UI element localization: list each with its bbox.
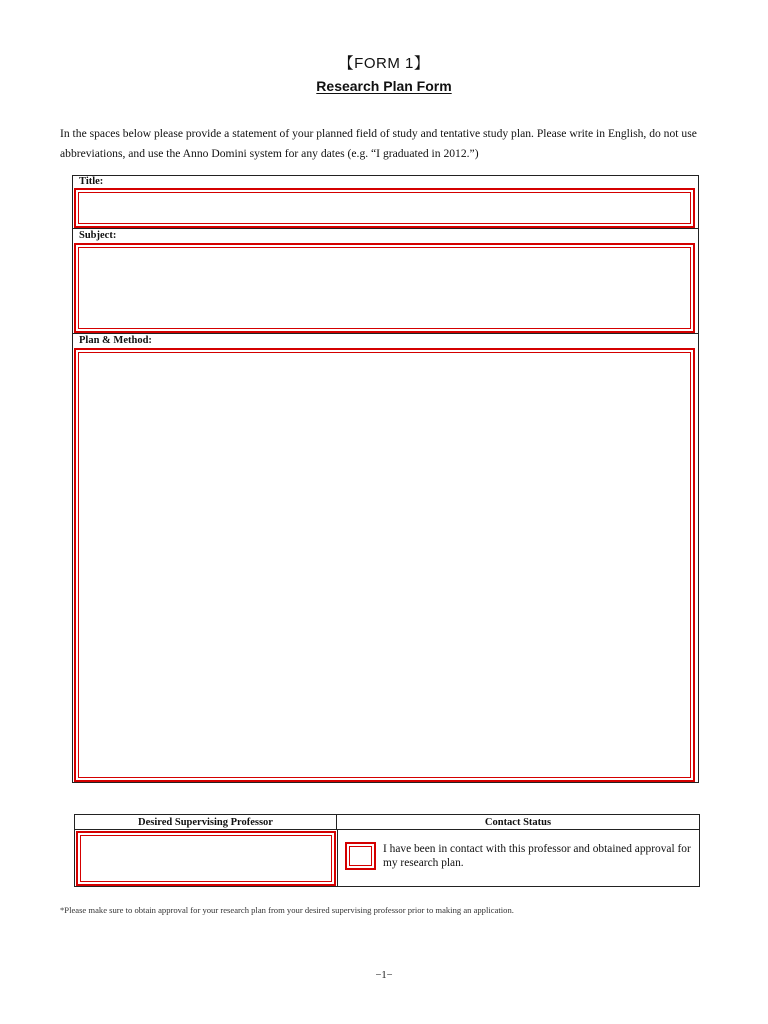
section-divider bbox=[73, 333, 698, 334]
form-number: 【FORM 1】 bbox=[338, 55, 430, 72]
plan-method-field[interactable] bbox=[74, 348, 695, 782]
plan-method-label: Plan & Method: bbox=[79, 335, 152, 346]
supervising-professor-field[interactable] bbox=[76, 831, 336, 886]
title-label: Title: bbox=[79, 176, 104, 187]
contact-status-column-header: Contact Status bbox=[337, 815, 699, 830]
research-plan-form bbox=[72, 175, 699, 783]
subject-label: Subject: bbox=[79, 230, 117, 241]
professor-column-header: Desired Supervising Professor bbox=[75, 815, 337, 830]
contact-status-checkbox[interactable] bbox=[345, 842, 376, 870]
professor-table bbox=[74, 814, 700, 887]
column-divider bbox=[337, 830, 338, 886]
footnote: *Please make sure to obtain approval for your research plan from your desired supervising professor prior to making an application. bbox=[60, 905, 514, 915]
title-field[interactable] bbox=[74, 188, 695, 228]
contact-status-statement: I have been in contact with this professor and obtained approval for my research plan. bbox=[383, 843, 691, 869]
section-divider bbox=[73, 228, 698, 229]
page-number: −1− bbox=[375, 970, 393, 981]
instructions-text: In the spaces below please provide a statement of your planned field of study and tentative study plan. Please write in English, do not use abbreviations, and use the Anno Domini system for any dates (e.g. “I graduated in 2012.”) bbox=[60, 127, 697, 160]
subject-field[interactable] bbox=[74, 243, 695, 333]
page-title: Research Plan Form bbox=[316, 78, 452, 94]
